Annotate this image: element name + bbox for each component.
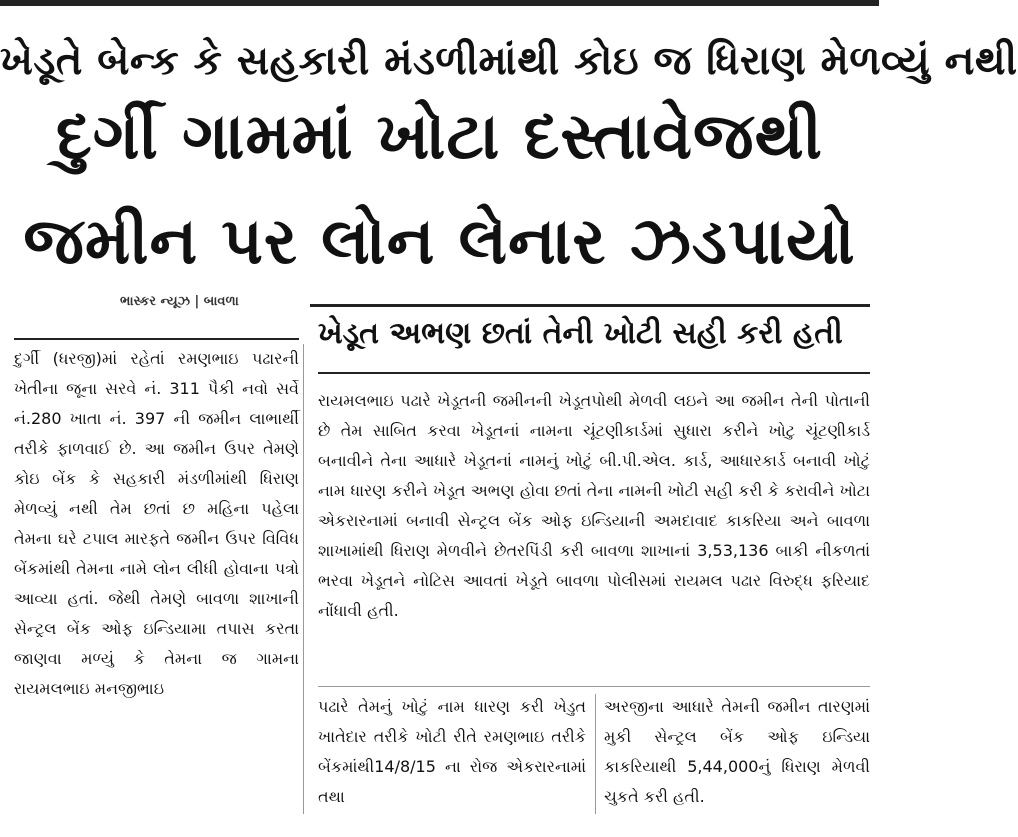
- article-kicker: ખેડૂતે બેન્ક કે સહકારી મંડળીમાંથી કોઇ જ ધિરાણ મેળવ્યું નથી: [0, 38, 1018, 84]
- bottom-column-b-text: અરજીના આધારે તેમની જમીન તારણમાં મુકી સેન્ટ્રલ બેંક ઓફ ઇન્ડિયા કાકરિયાથી 5,44,000નું ધિરાણ મેળવી ચુકતે કરી હતી.: [604, 697, 870, 806]
- byline: ભાસ્કર ન્યૂઝ | બાવળા: [120, 294, 239, 309]
- middle-paragraph-text: રાયમલભાઇ પઢારે ખેડૂતની જમીનની ખેડૂતપોથી મેળવી લઇને આ જમીન તેની પોતાની છે તેમ સાબિત કરવા ખેડૂતનાં નામના ચૂંટણીકાર્ડમાં સુધારા કરીને ખોટુ ચૂંટણીકાર્ડ બનાવીને તેના આધારે ખેડૂતનાં નામનું ખોટું બી.પી.એલ. કાર્ડ, આધારકાર્ડ બનાવી ખોટું નામ ધારણ કરીને ખેડૂત અભણ હોવા છતાં તેના નામની ખોટી સહી કરી કે કરાવીને ખોટા એકરારનામાં બનાવી સેન્ટ્રલ બેંક ઓફ ઇન્ડિયાની અમદાવાદ કાકરિયા અને બાવળા શાખામાંથી ધિરાણ મેળવીને છેતરપિંડી કરી બાવળા શાખાનાં 3,53,136 બાકી નીકળતાં ભરવા ખેડૂતને નોટિસ આવતાં ખેડૂતે બાવળા પોલીસમાં રાયમલ પઢાર વિરુદ્ધ ફરિયાદ નોંધાવી હતી.: [318, 391, 870, 620]
- column-divider: [303, 344, 304, 814]
- headline-line-1: દુર્ગી ગામમાં ખોટા દસ્તાવેજથી: [55, 100, 823, 174]
- subheadline: ખેડૂત અભણ છતાં તેની ખોટી સહી કરી હતી: [318, 316, 843, 351]
- subhead-rule: [310, 304, 870, 307]
- top-rule: [0, 0, 879, 6]
- lower-columns-rule: [318, 686, 870, 687]
- left-column-rule: [14, 338, 299, 340]
- left-column-text: દુર્ગી (ધરજી)માં રહેતાં રમણભાઇ પઢારની ખેતીના જૂના સરવે નં. 311 પૈકી નવો સર્વે નં.280 ખાતા નં. 397 ની જમીન લાભાર્થી તરીકે ફાળવાઈ છે. આ જમીન ઉપર તેમણે કોઇ બેંક કે સહકારી મંડળીમાંથી ધિરાણ મેળવ્યું નથી તેમ છતાં છ મહિના પહેલા તેમના ઘરે ટપાલ મારફતે જમીન ઉપર વિવિધ બેંકમાંથી તેમના નામે લોન લીધી હોવાના પત્રો આવ્યા હતાં. જેથી તેમણે બાવળા શાખાની સેન્ટ્રલ બેંક ઓફ ઇન્ડિયામા તપાસ કરતા જાણવા મળ્યું કે તેમના જ ગામના રાયમલભાઇ મનજીભાઇ: [14, 349, 299, 698]
- headline-line-2: જમીન પર લોન લેનાર ઝડપાયો: [23, 205, 856, 279]
- bottom-column-a-text: પઢારે તેમનું ખોટું નામ ધારણ કરી ખેડુત ખાતેદાર તરીકે ખોટી રીતે રમણભાઇ તરીકે બેંકમાંથી14/8/15 ના રોજ એકરારનામાં તથા: [318, 697, 586, 806]
- bottom-column-divider: [595, 694, 596, 814]
- middle-paragraph-rule: [318, 372, 870, 374]
